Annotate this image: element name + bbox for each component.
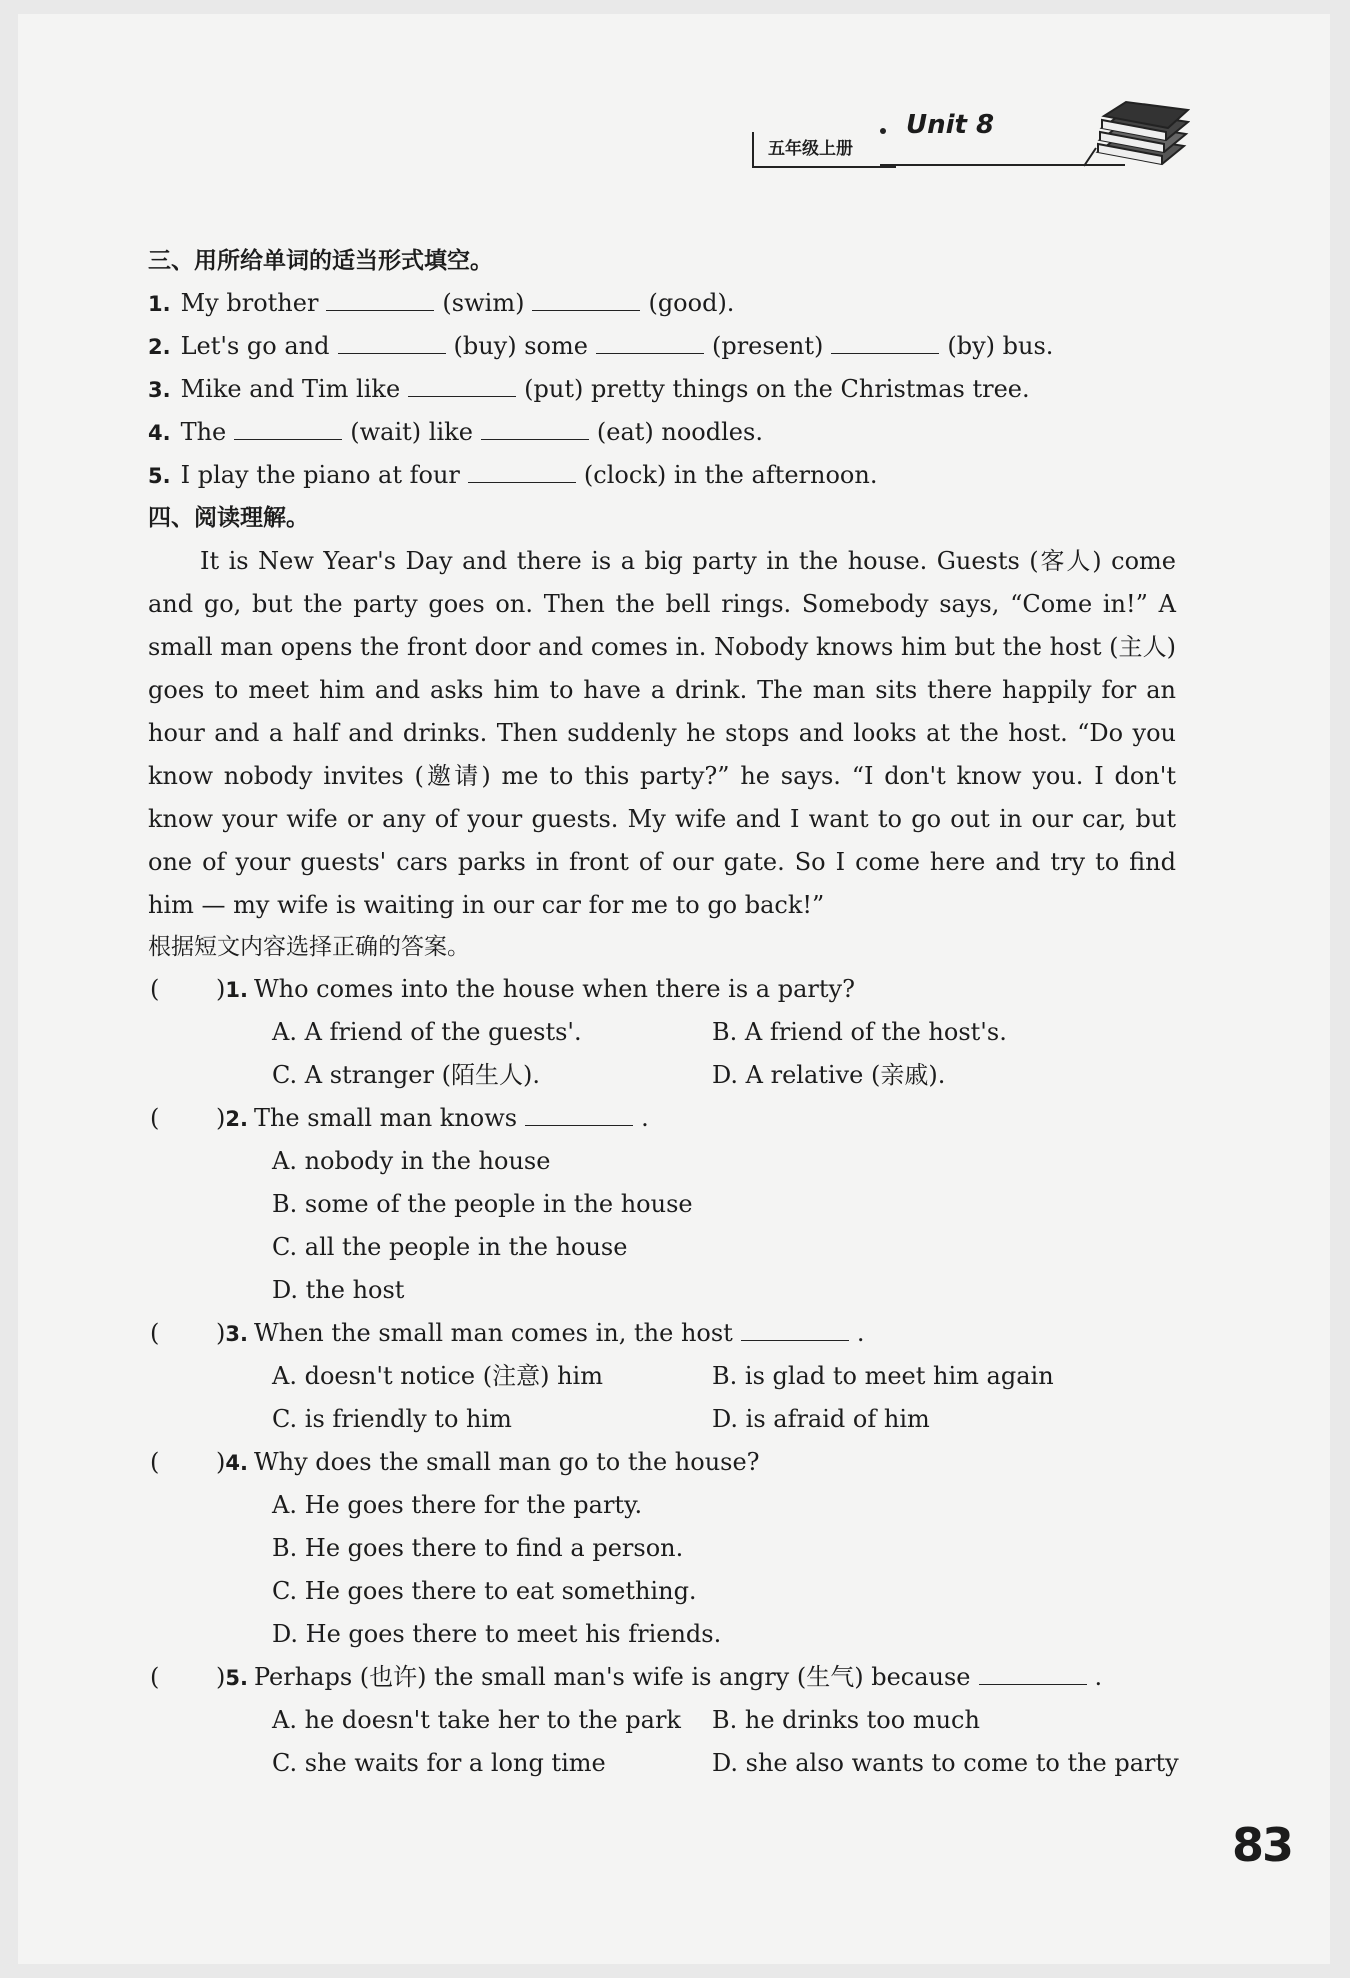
option-d[interactable]: D. A relative (亲戚). <box>712 1061 946 1089</box>
item-text: (good). <box>648 289 735 317</box>
option-b[interactable]: B. he drinks too much <box>712 1706 980 1734</box>
item-text: (clock) in the afternoon. <box>583 461 878 489</box>
section3-title: 三、用所给单词的适当形式填空。 <box>148 248 493 274</box>
option-d[interactable]: D. she also wants to come to the party <box>712 1749 1179 1777</box>
answer-blank[interactable] <box>326 288 434 311</box>
item-number: 2. <box>148 335 171 359</box>
answer-blank[interactable] <box>481 417 589 440</box>
answer-paren[interactable]: ( <box>150 975 160 1003</box>
grade-label: 五年级上册 <box>752 132 896 168</box>
question-1: ( )1. Who comes into the house when there is a party? <box>150 972 855 1007</box>
item-text: Mike and Tim like <box>180 375 401 403</box>
item-number: 5. <box>148 464 171 488</box>
books-icon <box>1080 100 1190 172</box>
option-d[interactable]: D. the host <box>272 1276 405 1304</box>
option-c[interactable]: C. she waits for a long time <box>272 1749 606 1777</box>
unit-title: Unit 8 <box>906 110 995 140</box>
item-text: (eat) noodles. <box>596 418 763 446</box>
answer-paren[interactable]: ( <box>150 1663 160 1691</box>
question-5: ( )5. Perhaps (也许) the small man's wife is angry (生气) because . <box>150 1660 1102 1695</box>
answer-blank[interactable] <box>338 331 446 354</box>
answer-blank[interactable] <box>831 331 939 354</box>
option-a[interactable]: A. doesn't notice (注意) him <box>272 1362 603 1390</box>
question-text: Why does the small man go to the house? <box>253 1448 760 1476</box>
header-dot <box>880 128 886 134</box>
item-text: Let's go and <box>180 332 330 360</box>
option-a[interactable]: A. A friend of the guests'. <box>272 1018 582 1046</box>
fill-item-5 <box>148 458 877 493</box>
question-number: 1. <box>225 978 248 1002</box>
answer-paren[interactable]: ( <box>150 1319 160 1347</box>
item-text: (present) <box>711 332 824 360</box>
fill-item-2 <box>148 329 1053 364</box>
question-text: The small man knows <box>253 1104 518 1132</box>
question-number: 2. <box>225 1107 248 1131</box>
answer-blank[interactable] <box>408 374 516 397</box>
item-text: (by) bus. <box>947 332 1054 360</box>
answer-blank[interactable] <box>532 288 640 311</box>
question-number: 3. <box>225 1322 248 1346</box>
question-2: ( )2. The small man knows . <box>150 1101 649 1136</box>
item-number: 3. <box>148 378 171 402</box>
option-d[interactable]: D. He goes there to meet his friends. <box>272 1620 722 1648</box>
question-text: When the small man comes in, the host <box>253 1319 733 1347</box>
item-number: 4. <box>148 421 171 445</box>
fill-item-1 <box>148 286 734 321</box>
fill-item-4 <box>148 415 763 450</box>
option-b[interactable]: B. He goes there to find a person. <box>272 1534 684 1562</box>
answer-blank[interactable] <box>525 1103 633 1126</box>
option-b[interactable]: B. is glad to meet him again <box>712 1362 1054 1390</box>
page-number: 83 <box>1232 1818 1293 1872</box>
answer-blank[interactable] <box>596 331 704 354</box>
option-d[interactable]: D. is afraid of him <box>712 1405 930 1433</box>
answer-blank[interactable] <box>741 1318 849 1341</box>
answer-blank[interactable] <box>234 417 342 440</box>
answer-blank[interactable] <box>979 1662 1087 1685</box>
question-4: ( )4. Why does the small man go to the house? <box>150 1445 760 1480</box>
item-text: I play the piano at four <box>180 461 460 489</box>
instruction: 根据短文内容选择正确的答案。 <box>148 934 470 960</box>
answer-paren[interactable]: ( <box>150 1104 160 1132</box>
item-text: (swim) <box>442 289 525 317</box>
reading-passage: It is New Year's Day and there is a big party in the house. Guests (客人) come and go, but the party goes on. Then the bell rings. Somebody says, “Come in!” A small man opens the front door and comes in. Nobody knows him but the host (主人) goes to meet him and asks him to have a drink. The man sits there happily for an hour and a half and drinks. Then suddenly he stops and looks at the host. “Do you know nobody invites (邀请) me to this party?” he says. “I don't know you. I don't know your wife or any of your guests. My wife and I want to go out in our car, but one of your guests' cars parks in front of our gate. So I come here and try to find him — my wife is waiting in our car for me to go back!” <box>148 547 1176 919</box>
option-c[interactable]: C. A stranger (陌生人). <box>272 1061 540 1089</box>
option-c[interactable]: C. He goes there to eat something. <box>272 1577 697 1605</box>
question-number: 4. <box>225 1451 248 1475</box>
question-3: ( )3. When the small man comes in, the host . <box>150 1316 864 1351</box>
item-text: My brother <box>180 289 319 317</box>
question-text: Who comes into the house when there is a party? <box>253 975 855 1003</box>
section4-title: 四、阅读理解。 <box>148 505 309 531</box>
option-b[interactable]: B. some of the people in the house <box>272 1190 693 1218</box>
option-a[interactable]: A. nobody in the house <box>272 1147 551 1175</box>
fill-item-3 <box>148 372 1030 407</box>
option-b[interactable]: B. A friend of the host's. <box>712 1018 1007 1046</box>
question-number: 5. <box>225 1666 248 1690</box>
item-text: (put) pretty things on the Christmas tree. <box>524 375 1030 403</box>
option-a[interactable]: A. he doesn't take her to the park <box>272 1706 681 1734</box>
answer-paren[interactable]: ( <box>150 1448 160 1476</box>
question-text: Perhaps (也许) the small man's wife is angry (生气) because <box>253 1663 971 1691</box>
option-a[interactable]: A. He goes there for the party. <box>272 1491 643 1519</box>
item-number: 1. <box>148 292 171 316</box>
answer-blank[interactable] <box>468 460 576 483</box>
item-text: The <box>180 418 227 446</box>
item-text: (wait) like <box>350 418 473 446</box>
item-text: (buy) some <box>453 332 588 360</box>
option-c[interactable]: C. all the people in the house <box>272 1233 628 1261</box>
option-c[interactable]: C. is friendly to him <box>272 1405 512 1433</box>
